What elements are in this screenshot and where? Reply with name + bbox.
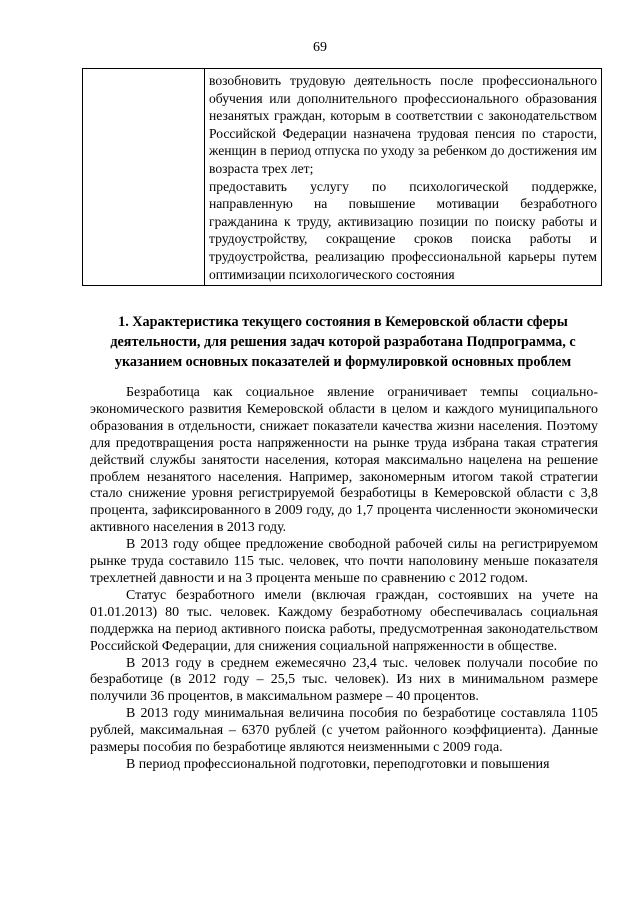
- table-paragraph: предоставить услугу по психологической поддержке, направленную на повышение мотивации безработного гражданина к труду, активизацию позиции по поиску работы и трудоустройству, сокращение сроков поиска работы и трудоустройства, реализацию профессиональной карьеры путем оптимизации психологического состояния: [209, 178, 597, 282]
- body-paragraph: В 2013 году минимальная величина пособия по безработице составляла 1105 рублей, максимальная – 6370 рублей (с учетом районного коэффициента). Данные размеры пособия по безработице являются неизменными с 2009 года.: [90, 706, 598, 756]
- table-left-cell: [83, 69, 205, 286]
- body-paragraph: В 2013 году в среднем ежемесячно 23,4 тыс. человек получали пособие по безработице (в 2012 году – 25,5 тыс. человек). Из них в минимальном размере получили 36 процентов, в максимальном размере – 40 процентов.: [90, 655, 598, 705]
- body-paragraph: В 2013 году общее предложение свободной рабочей силы на регистрируемом рынке труда составило 115 тыс. человек, что почти наполовину меньше показателя трехлетней давности и на 3 процента меньше по сравнению с 2012 годом.: [90, 537, 598, 586]
- body-paragraph: Безработица как социальное явление ограничивает темпы социально-экономического развития Кемеровской области в целом и каждого муниципального образования в отдельности, снижает показатели качества жизни населения. Поэтому для предотвращения роста напряженности на рынке труда избрана такая стратегия действий службы занятости населения, которая максимально нацелена на решение проблем незанятого населения. Например, закономерным итогом такой стратегии стало снижение уровня регистрируемой безработицы в Кемеровской области с 3,8 процента, зафиксированного в 2009 году, до 1,7 процента численности экономически активного населения в 2013 году.: [90, 385, 598, 536]
- continuation-table: [82, 68, 602, 286]
- table-row: [83, 69, 602, 286]
- page-number: 69: [313, 40, 327, 55]
- body-text: [90, 385, 598, 774]
- body-paragraph: Статус безработного имели (включая граждан, состоявших на учете на 01.01.2013) 80 тыс. человек. Каждому безработному обеспечивалась социальная поддержка на период активного поиска работы, предусмотренная законодательством Российской Федерации, для снижения социальной напряженности в обществе.: [90, 587, 598, 654]
- section-heading: 1. Характеристика текущего состояния в Кемеровской области сферы деятельности, для решения задач которой разработана Подпрограмма, с указанием основных показателей и формулировкой основных проблем: [110, 314, 576, 370]
- table-right-cell: [205, 69, 602, 286]
- body-paragraph: В период профессиональной подготовки, переподготовки и повышения: [126, 756, 550, 772]
- table-paragraph: возобновить трудовую деятельность после профессионального обучения или дополнительного профессионального образования незанятых граждан, которым в соответствии с законодательством Российской Федерации назначена трудовая пенсия по старости, женщин в период отпуска по уходу за ребенком до достижения им возраста трех лет;: [209, 73, 597, 176]
